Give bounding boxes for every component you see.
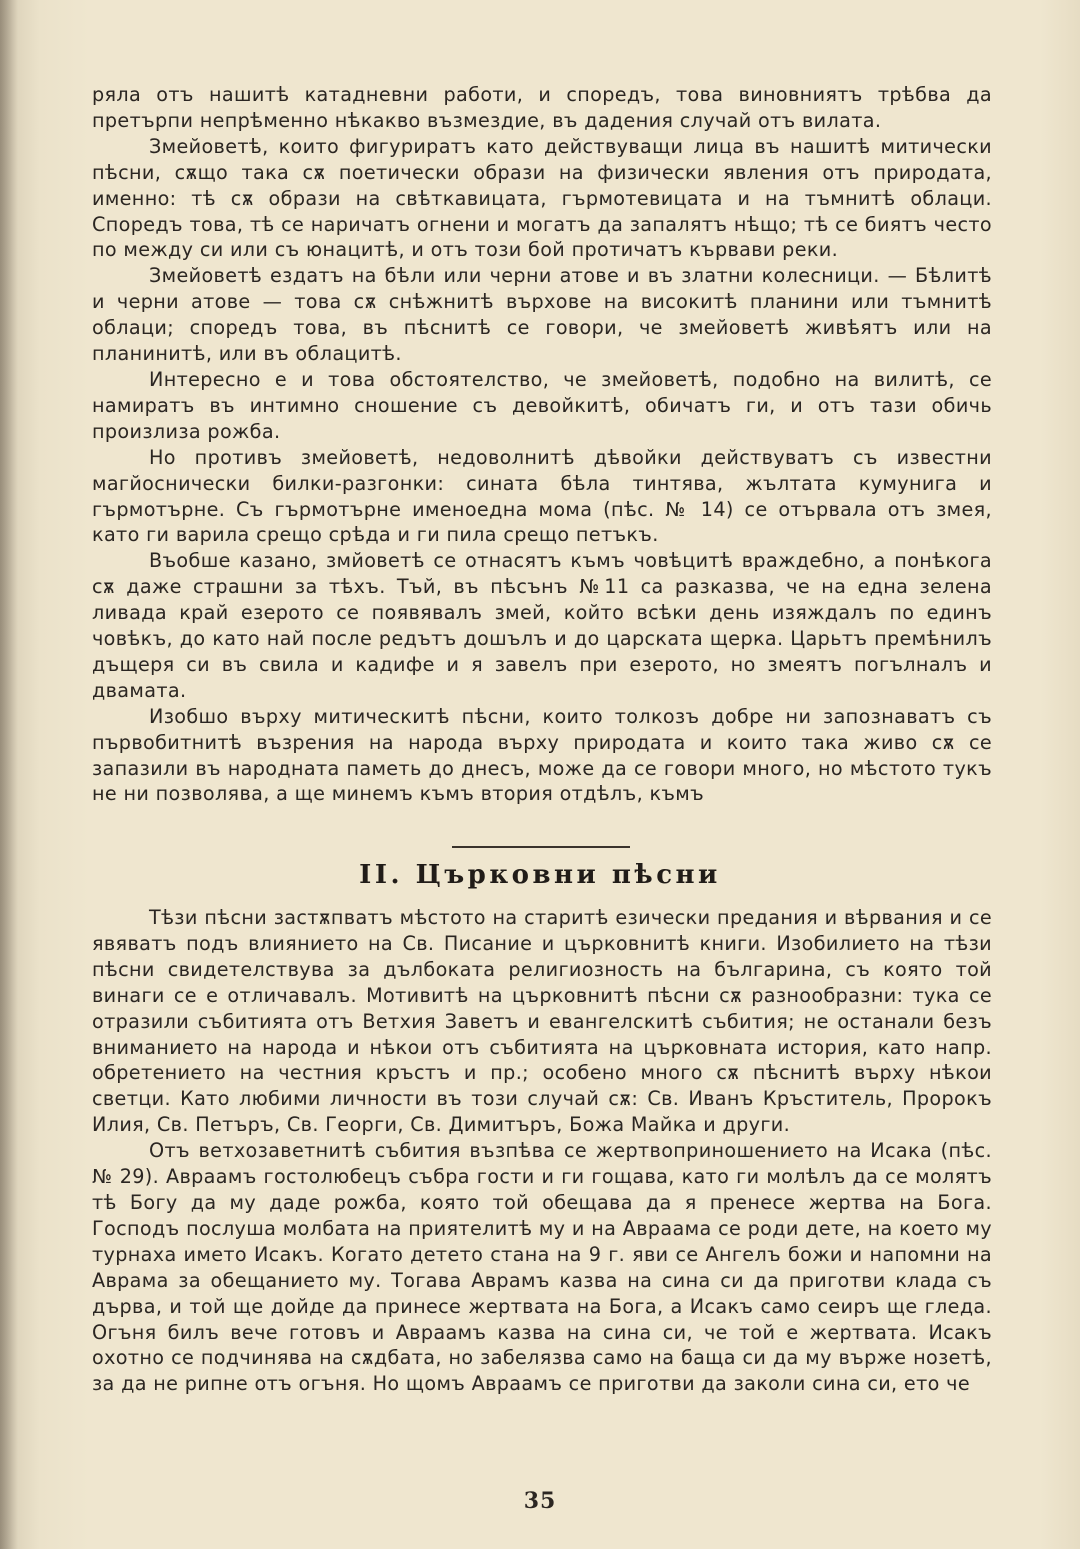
- paragraph: Интересно е и това обстоятелство, че змейоветѣ, подобно на вилитѣ, се намиратъ въ интимно сношение съ девойкитѣ, обичатъ ги, и отъ тази обичь произлиза рожба.: [92, 367, 992, 443]
- paragraph: ряла отъ нашитѣ катадневни работи, и споредъ, това виновниятъ трѣбва да претърпи непрѣменно нѣкакво възмездие, въ дадения случай отъ вилата.: [92, 83, 992, 132]
- page-spine-shadow: [0, 0, 18, 1549]
- paragraph: Въобше казано, змйоветѣ се отнасятъ къмъ човѣцитѣ враждебно, а понѣкога сѫ даже страшни за тѣхъ. Тъй, въ пѣсънъ №11 са разказва, че на една зелена ливада край езерото се появявалъ змей, който всѣки день изяждалъ по единъ човѣкъ, до като най после редътъ дошълъ и до царската щерка. Царьтъ премѣнилъ дъщеря си въ свила и кадифе и я завелъ при езерото, но змеятъ погълналъ и двамата.: [92, 549, 992, 702]
- section-2-text: [92, 905, 992, 1397]
- paragraph: Изобшо върху митическитѣ пѣсни, които толкозъ добре ни запознаватъ съ първобитнитѣ възрения на народа върху природата и които така живо сѫ се запазили въ народната паметь до днесъ, може да се говори много, но мѣстото тукъ не ни позволява, а ще минемъ къмъ втория отдѣлъ, къмъ: [92, 704, 992, 806]
- section-divider: [452, 846, 630, 848]
- section-1-text: [92, 82, 992, 807]
- paragraph: Змейоветѣ, които фигуриратъ като действуващи лица въ нашитѣ митически пѣсни, сѫщо така сѫ поетически образи на физически явления отъ природата, именно: тѣ сѫ образи на свѣткавицата, гърмотевицата и на тъмнитѣ облаци. Споредъ това, тѣ се наричатъ огнени и могатъ да запалятъ нѣщо; тѣ се биятъ често по между си или съ юнацитѣ, и отъ този бой протичатъ кървави реки.: [92, 134, 992, 262]
- paragraph: Отъ ветхозаветнитѣ събития възпѣва се жертвоприношението на Исака (пѣс. № 29). Авраамъ гостолюбецъ събра гости и ги гощава, като ги молѣлъ да се молятъ тѣ Богу да му даде рожба, която той обещава да я пренесе жертва на Бога. Господъ послуша молбата на приятелитѣ му и на Авраама се роди дете, на което му турнаха името Исакъ. Когато детето стана на 9 г. яви се Ангелъ божи и напомни на Аврама за обещанието му. Тогава Аврамъ казва на сина си да приготви клада съ дърва, и той ще дойде да принесе жертвата на Бога, а Исакъ само сеиръ ще гледа. Огъня билъ вече готовъ и Авраамъ казва на сина си, че той е жертвата. Исакъ охотно се подчинява на сѫдбата, но забелязва само на баща си да му върже нозетѣ, за да не рипне отъ огъня. Но щомъ Авраамъ се приготви да заколи сина си, ето че: [92, 1139, 992, 1396]
- section-heading: II. Църковни пѣсни: [359, 860, 721, 890]
- paragraph: Но противъ змейоветѣ, недоволнитѣ дѣвойки действуватъ съ известни магйоснически билки-разгонки: сината бѣла тинтява, жълтата кумунига и гърмотърне. Съ гърмотърне именоедна мома (пѣс. № 14) се отървала отъ змея, като ги варила срещо срѣда и ги пила срещо петъкъ.: [92, 445, 992, 547]
- paragraph: Тѣзи пѣсни застѫпватъ мѣстото на старитѣ езически предания и вѣрвания и се явяватъ подъ влиянието на Св. Писание и църковнитѣ книги. Изобилието на тѣзи пѣсни свидетелствува за дълбоката религиозность на българина, съ която той винаги се е отличавалъ. Мотивитѣ на църковнитѣ пѣсни сѫ разнообразни: тука се отразили събитията отъ Ветхия Заветъ и евангелскитѣ събития; не останали безъ вниманието на народа и нѣкои отъ събитията на църковната история, като напр. обретението на честния кръстъ и пр.; особено много сѫ пѣснитѣ върху нѣкои светци. Като любими личности въ този случай сѫ: Св. Иванъ Кръститель, Пророкъ Илия, Св. Петъръ, Св. Георги, Св. Димитъръ, Божа Майка и други.: [92, 906, 992, 1137]
- page-number: 35: [523, 1488, 557, 1514]
- paragraph: Змейоветѣ ездатъ на бѣли или черни атове и въ златни колесници. — Бѣлитѣ и черни атове — това сѫ снѣжнитѣ върхове на високитѣ планини или тъмнитѣ облаци; споредъ това, въ пѣснитѣ се говори, че змейоветѣ живѣятъ или на планинитѣ, или въ облацитѣ.: [92, 264, 992, 366]
